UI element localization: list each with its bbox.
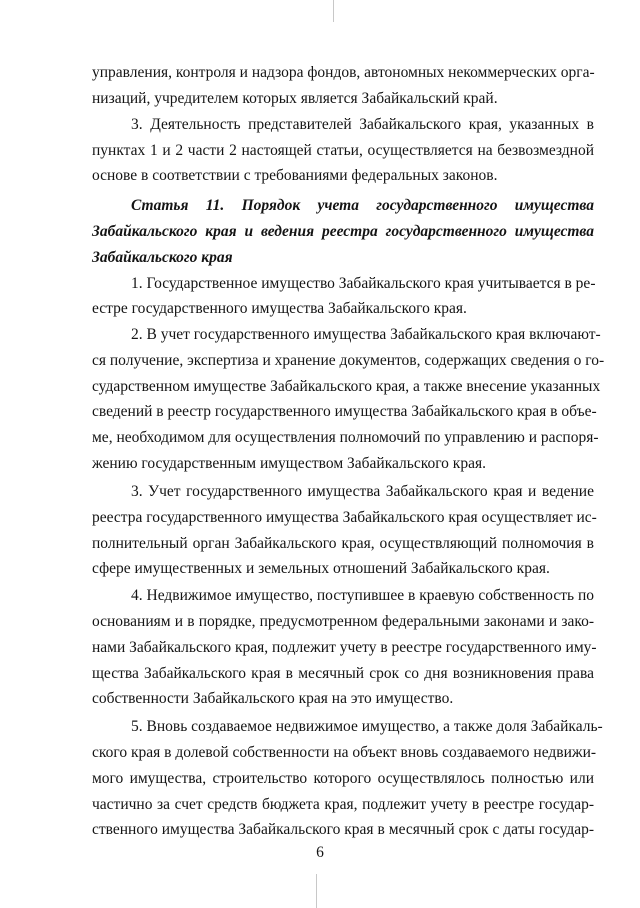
text-line: щества Забайкальского края в месячный срок со дня возникновения права <box>92 665 594 682</box>
article-heading: Забайкальского края <box>92 249 233 266</box>
text-line: собственности Забайкальского края на это имущество. <box>92 690 454 707</box>
text-line: сфере имущественных и земельных отношений Забайкальского края. <box>92 560 550 577</box>
article-heading: Забайкальского края и ведения реестра государственного имущества <box>92 223 594 240</box>
text-line: ся получение, экспертиза и хранение документов, содержащих сведения о го- <box>92 352 605 369</box>
text-line: сударственном имуществе Забайкальского края, а также внесение указанных <box>92 378 601 395</box>
text-line: управления, контроля и надзора фондов, автономных некоммерческих орга- <box>92 64 595 81</box>
text-line: основаниям и в порядке, предусмотренном федеральными законами и зако- <box>92 613 594 630</box>
text-line: 3. Учет государственного имущества Забайкальского края и ведение <box>131 483 594 500</box>
text-line: 5. Вновь создаваемое недвижимое имущество, а также доля Забайкаль- <box>131 718 603 735</box>
text-line: низаций, учредителем которых является Забайкальский край. <box>92 90 498 107</box>
text-line: пунктах 1 и 2 части 2 настоящей статьи, осуществляется на безвозмездной <box>92 142 594 159</box>
text-line: мого имущества, строительство которого осуществлялось полностью или <box>92 770 594 787</box>
text-line: 3. Деятельность представителей Забайкальского края, указанных в <box>131 116 594 133</box>
text-line: естре государственного имущества Забайкальского края. <box>92 300 467 317</box>
article-heading: Статья 11. Порядок учета государственного имущества <box>131 197 594 214</box>
text-line: ственного имущества Забайкальского края в месячный срок с даты государ- <box>92 821 594 838</box>
scan-mark-top <box>333 0 334 22</box>
text-line: ского края в долевой собственности на объект вновь создаваемого недвижи- <box>92 744 597 761</box>
text-line: полнительный орган Забайкальского края, осуществляющий полномочия в <box>92 535 594 552</box>
page-number: 6 <box>316 844 324 861</box>
text-line: жению государственным имуществом Забайкальского края. <box>92 455 486 472</box>
text-line: нами Забайкальского края, подлежит учету в реестре государственного иму- <box>92 639 597 656</box>
text-line: частично за счет средств бюджета края, подлежит учету в реестре государ- <box>92 796 594 813</box>
text-line: ме, необходимом для осуществления полномочий по управлению и распоря- <box>92 429 599 446</box>
text-line: сведений в реестр государственного имущества Забайкальского края в объе- <box>92 403 597 420</box>
scan-mark-bottom <box>316 874 317 908</box>
text-line: реестра государственного имущества Забайкальского края осуществляет ис- <box>92 509 597 526</box>
text-line: 4. Недвижимое имущество, поступившее в краевую собственность по <box>131 587 594 604</box>
text-line: 2. В учет государственного имущества Забайкальского края включают- <box>131 326 601 343</box>
text-line: основе в соответствии с требованиями федеральных законов. <box>92 167 498 184</box>
text-line: 1. Государственное имущество Забайкальского края учитывается в ре- <box>131 275 596 292</box>
